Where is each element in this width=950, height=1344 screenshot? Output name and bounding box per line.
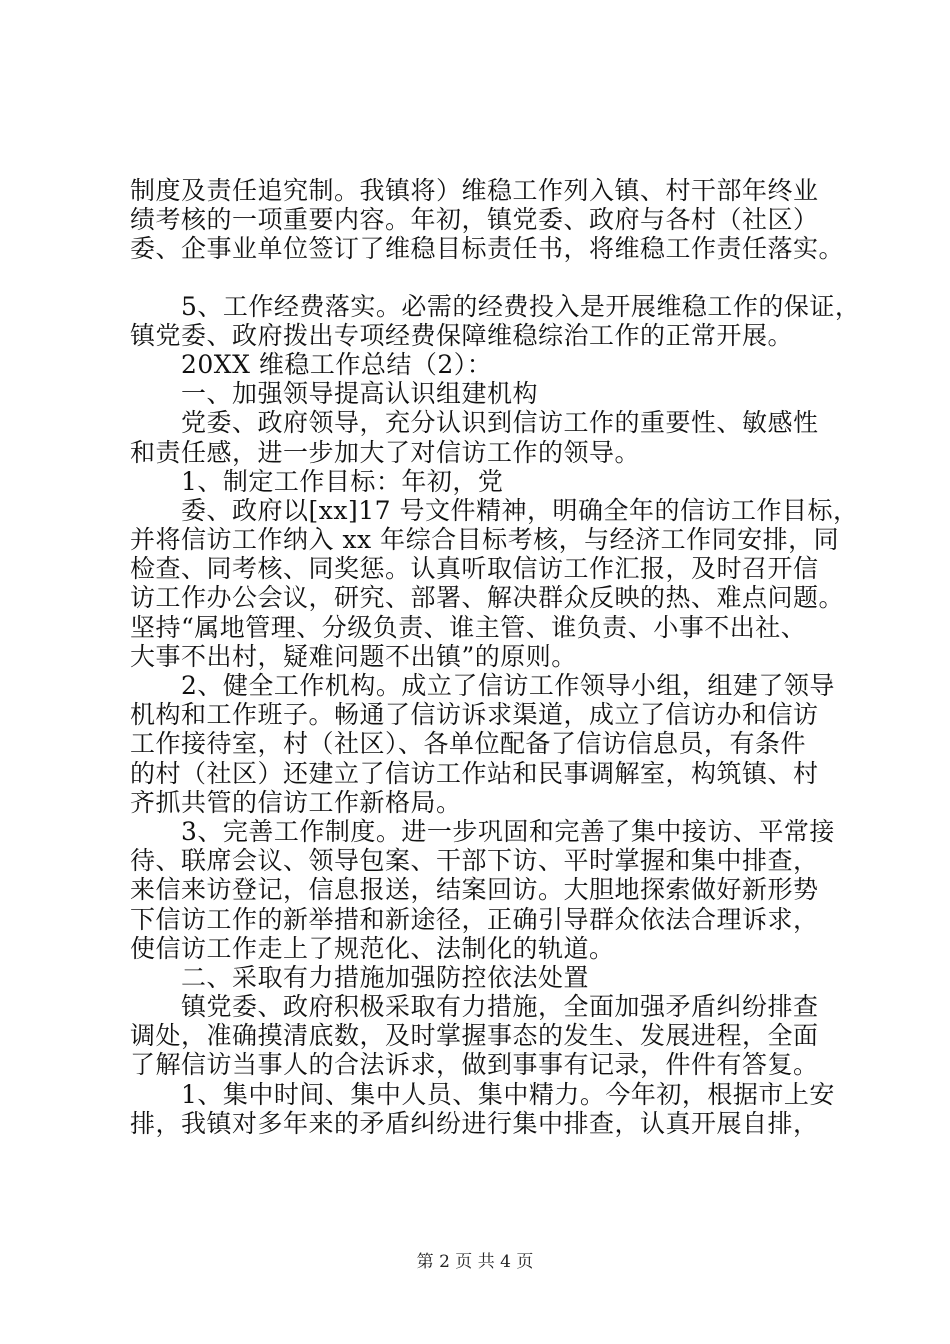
text-line: 1、制定工作目标：年初，党 bbox=[130, 466, 504, 496]
text-line: 2、健全工作机构。成立了信访工作领导小组，组建了领导 bbox=[130, 671, 835, 700]
text-line: 检查、同考核、同奖惩。认真听取信访工作汇报，及时召开信 bbox=[130, 554, 819, 584]
text-line: 镇党委、政府拨出专项经费保障维稳综治工作的正常开展。 bbox=[130, 320, 794, 350]
text-line: 排，我镇对多年来的矛盾纠纷进行集中排查，认真开展自排， bbox=[130, 1108, 819, 1138]
text-line: 大事不出村，疑难问题不出镇”的原则。 bbox=[130, 641, 577, 671]
text-line: 下信访工作的新举措和新途径，正确引导群众依法合理诉求， bbox=[130, 904, 819, 934]
text-line: 绩考核的一项重要内容。年初，镇党委、政府与各村（社区） bbox=[130, 205, 819, 235]
text-line: 5、工作经费落实。必需的经费投入是开展维稳工作的保证， bbox=[130, 291, 861, 321]
text-line: 使信访工作走上了规范化、法制化的轨道。 bbox=[130, 933, 615, 963]
text-line: 机构和工作班子。畅通了信访诉求渠道，成立了信访办和信访 bbox=[130, 700, 819, 730]
paragraph-gap bbox=[130, 264, 850, 292]
text-line: 党委、政府领导，充分认识到信访工作的重要性、敏感性 bbox=[130, 408, 819, 438]
text-line: 并将信访工作纳入 xx 年综合目标考核，与经济工作同安排，同 bbox=[130, 525, 840, 555]
page-number: 第 2 页 共 4 页 bbox=[416, 1252, 534, 1272]
text-line: 委、企事业单位签订了维稳目标责任书，将维稳工作责任落实。 bbox=[130, 234, 845, 264]
text-line: 制度及责任追究制。我镇将）维稳工作列入镇、村干部年终业 bbox=[130, 176, 819, 205]
text-line: 镇党委、政府积极采取有力措施，全面加强矛盾纠纷排查 bbox=[130, 992, 819, 1022]
section-heading: 20XX 维稳工作总结（2）： bbox=[130, 349, 493, 379]
text-line: 工作接待室，村（社区）、各单位配备了信访信息员，有条件 bbox=[130, 729, 807, 759]
text-line: 齐抓共管的信访工作新格局。 bbox=[130, 787, 462, 817]
text-line: 和责任感，进一步加大了对信访工作的领导。 bbox=[130, 437, 641, 467]
text-line: 访工作办公会议，研究、部署、解决群众反映的热、难点问题。 bbox=[130, 583, 845, 613]
text-line: 3、完善工作制度。进一步巩固和完善了集中接访、平常接 bbox=[130, 816, 835, 846]
section-heading: 一、加强领导提高认识组建机构 bbox=[130, 379, 539, 409]
text-line: 调处，准确摸清底数，及时掌握事态的发生、发展进程，全面 bbox=[130, 1021, 819, 1051]
text-line: 了解信访当事人的合法诉求，做到事事有记录，件件有答复。 bbox=[130, 1050, 819, 1080]
section-heading: 二、采取有力措施加强防控依法处置 bbox=[130, 962, 590, 992]
text-line: 来信来访登记，信息报送，结案回访。大胆地探索做好新形势 bbox=[130, 875, 819, 905]
text-line: 委、政府以[xx]17 号文件精神，明确全年的信访工作目标， bbox=[130, 495, 859, 525]
document-body bbox=[130, 176, 861, 1138]
text-line: 的村（社区）还建立了信访工作站和民事调解室，构筑镇、村 bbox=[130, 758, 819, 788]
text-line: 1、集中时间、集中人员、集中精力。今年初，根据市上安 bbox=[130, 1079, 835, 1109]
text-line: 坚持“属地管理、分级负责、谁主管、谁负责、小事不出社、 bbox=[130, 612, 807, 642]
text-line: 待、联席会议、领导包案、干部下访、平时掌握和集中排查， bbox=[130, 846, 819, 876]
